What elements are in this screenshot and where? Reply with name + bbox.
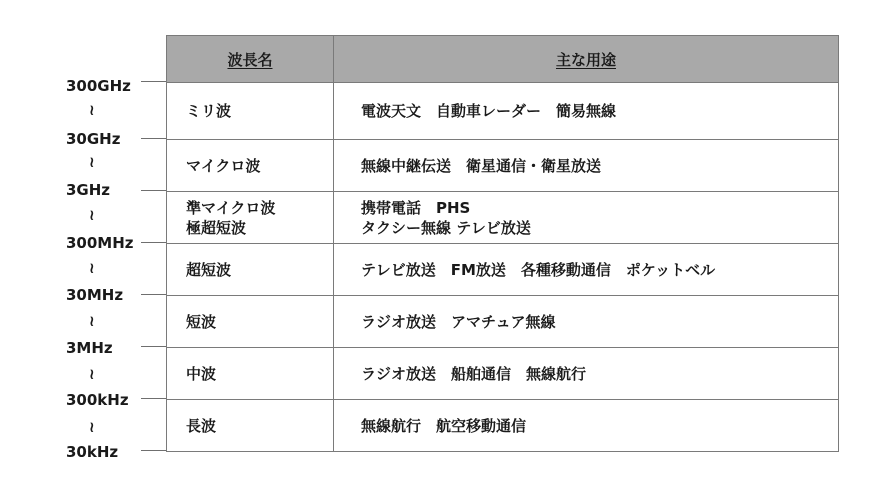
wavelength-table [166, 35, 839, 452]
frequency-tick [141, 81, 166, 82]
frequency-label: 3MHz [66, 339, 113, 357]
wavelength-name: 超短波 [167, 244, 334, 296]
wavelength-name: 中波 [167, 348, 334, 400]
table-row [167, 296, 839, 348]
frequency-tick [141, 398, 166, 399]
main-use: 携帯電話 PHS タクシー無線 テレビ放送 [334, 192, 839, 244]
table-header-row [167, 36, 839, 83]
frequency-tick [141, 346, 166, 347]
tilde-icon: ≀ [89, 259, 95, 277]
tilde-icon: ≀ [89, 365, 95, 383]
main-use: 電波天文 自動車レーダー 簡易無線 [334, 83, 839, 140]
frequency-label: 30kHz [66, 443, 119, 461]
frequency-tick [141, 138, 166, 139]
frequency-label: 3GHz [66, 181, 111, 199]
tilde-icon: ≀ [89, 153, 95, 171]
wavelength-name: マイクロ波 [167, 140, 334, 192]
column-header-main-use: 主な用途 [334, 36, 839, 83]
frequency-tick [141, 190, 166, 191]
tilde-icon: ≀ [89, 418, 95, 436]
table-row [167, 400, 839, 452]
table-row [167, 244, 839, 296]
frequency-label: 30GHz [66, 130, 121, 148]
table-row [167, 192, 839, 244]
tilde-icon: ≀ [89, 206, 95, 224]
main-use: ラジオ放送 船舶通信 無線航行 [334, 348, 839, 400]
main-use: テレビ放送 FM放送 各種移動通信 ポケットベル [334, 244, 839, 296]
main-use: 無線航行 航空移動通信 [334, 400, 839, 452]
table-row [167, 348, 839, 400]
frequency-label: 30MHz [66, 286, 124, 304]
frequency-tick [141, 242, 166, 243]
column-header-wavelength-name: 波長名 [167, 36, 334, 83]
tilde-icon: ≀ [89, 312, 95, 330]
frequency-tick [141, 294, 166, 295]
table-row [167, 83, 839, 140]
frequency-label: 300kHz [66, 391, 129, 409]
table-row [167, 140, 839, 192]
wavelength-name: 準マイクロ波 極超短波 [167, 192, 334, 244]
main-use: ラジオ放送 アマチュア無線 [334, 296, 839, 348]
wavelength-name: 短波 [167, 296, 334, 348]
wavelength-name: 長波 [167, 400, 334, 452]
wavelength-name: ミリ波 [167, 83, 334, 140]
frequency-tick [141, 450, 166, 451]
main-use: 無線中継伝送 衛星通信・衛星放送 [334, 140, 839, 192]
tilde-icon: ≀ [89, 101, 95, 119]
frequency-label: 300MHz [66, 234, 134, 252]
frequency-label: 300GHz [66, 77, 131, 95]
